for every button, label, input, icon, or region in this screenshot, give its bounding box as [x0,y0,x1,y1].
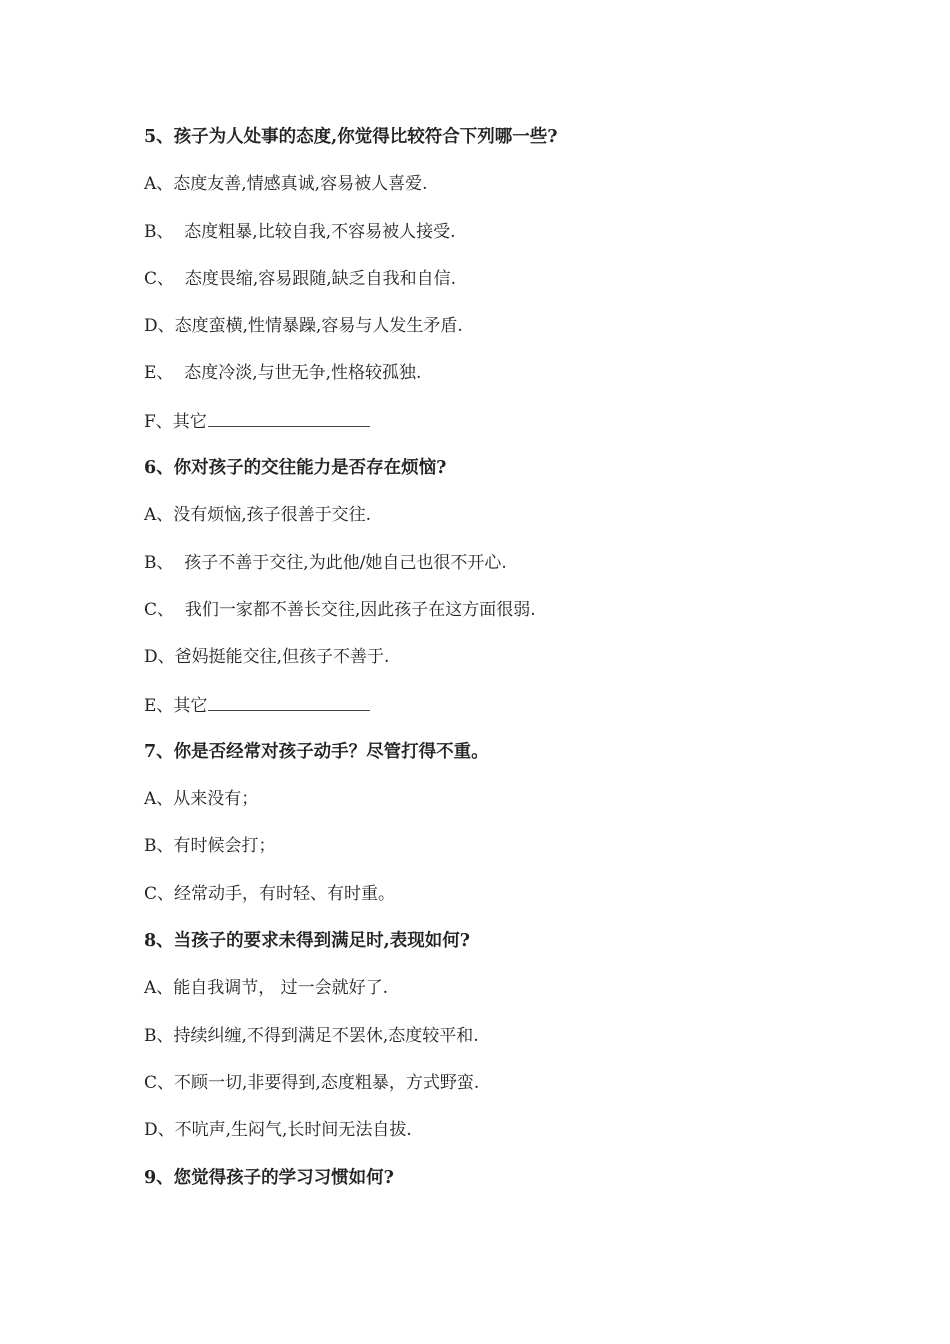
question-5-option-b: B、 态度粗暴,比较自我,不容易被人接受. [144,221,456,242]
question-6-option-c: C、 我们一家都不善长交往,因此孩子在这方面很弱. [144,599,536,620]
question-9-title: 9、您觉得孩子的学习习惯如何? [144,1167,394,1188]
fill-in-blank-line [208,690,370,711]
question-5-option-f [144,406,844,453]
question-5-option-e: E、 态度冷淡,与世无争,性格较孤独. [144,363,422,384]
questionnaire-page [144,122,844,1210]
question-5-option-c: C、 态度畏缩,容易跟随,缺乏自我和自信. [144,268,457,289]
question-6-option-a: A、没有烦恼,孩子很善于交往. [144,505,372,526]
question-8-option-a: A、能自我调节， 过一会就好了. [144,978,389,999]
question-6-option-b: B、 孩子不善于交往,为此他/她自己也很不开心. [144,552,507,573]
question-5-option-a: A、态度友善,情感真诚,容易被人喜爱. [144,174,428,195]
question-5-option-d: D、态度蛮横,性情暴躁,容易与人发生矛盾. [144,316,463,337]
question-8-option-c: C、不顾一切,非要得到,态度粗暴，方式野蛮. [144,1072,480,1093]
question-6-option-e-label: E、其它 [144,695,208,716]
question-5-option-f-label: F、其它 [144,411,207,432]
question-7-option-c: C、经常动手，有时轻、有时重。 [144,883,396,904]
question-8-title: 8、当孩子的要求未得到满足时,表现如何? [144,931,471,952]
question-8-option-b: B、持续纠缠,不得到满足不罢休,态度较平和. [144,1025,479,1046]
question-6-title: 6、你对孩子的交往能力是否存在烦恼? [144,458,447,479]
question-7-option-b: B、有时候会打； [144,836,276,857]
question-6-option-e [144,690,844,737]
question-7-option-a: A、从来没有； [144,789,259,810]
question-7-title: 7、你是否经常对孩子动手？尽管打得不重。 [144,741,489,762]
fill-in-blank-line [208,406,370,427]
question-5-title: 5、孩子为人处事的态度,你觉得比较符合下列哪一些? [144,127,558,147]
question-6-option-d: D、爸妈挺能交往,但孩子不善于. [144,647,390,668]
question-8-option-d: D、不吭声,生闷气,长时间无法自拔. [144,1120,412,1141]
